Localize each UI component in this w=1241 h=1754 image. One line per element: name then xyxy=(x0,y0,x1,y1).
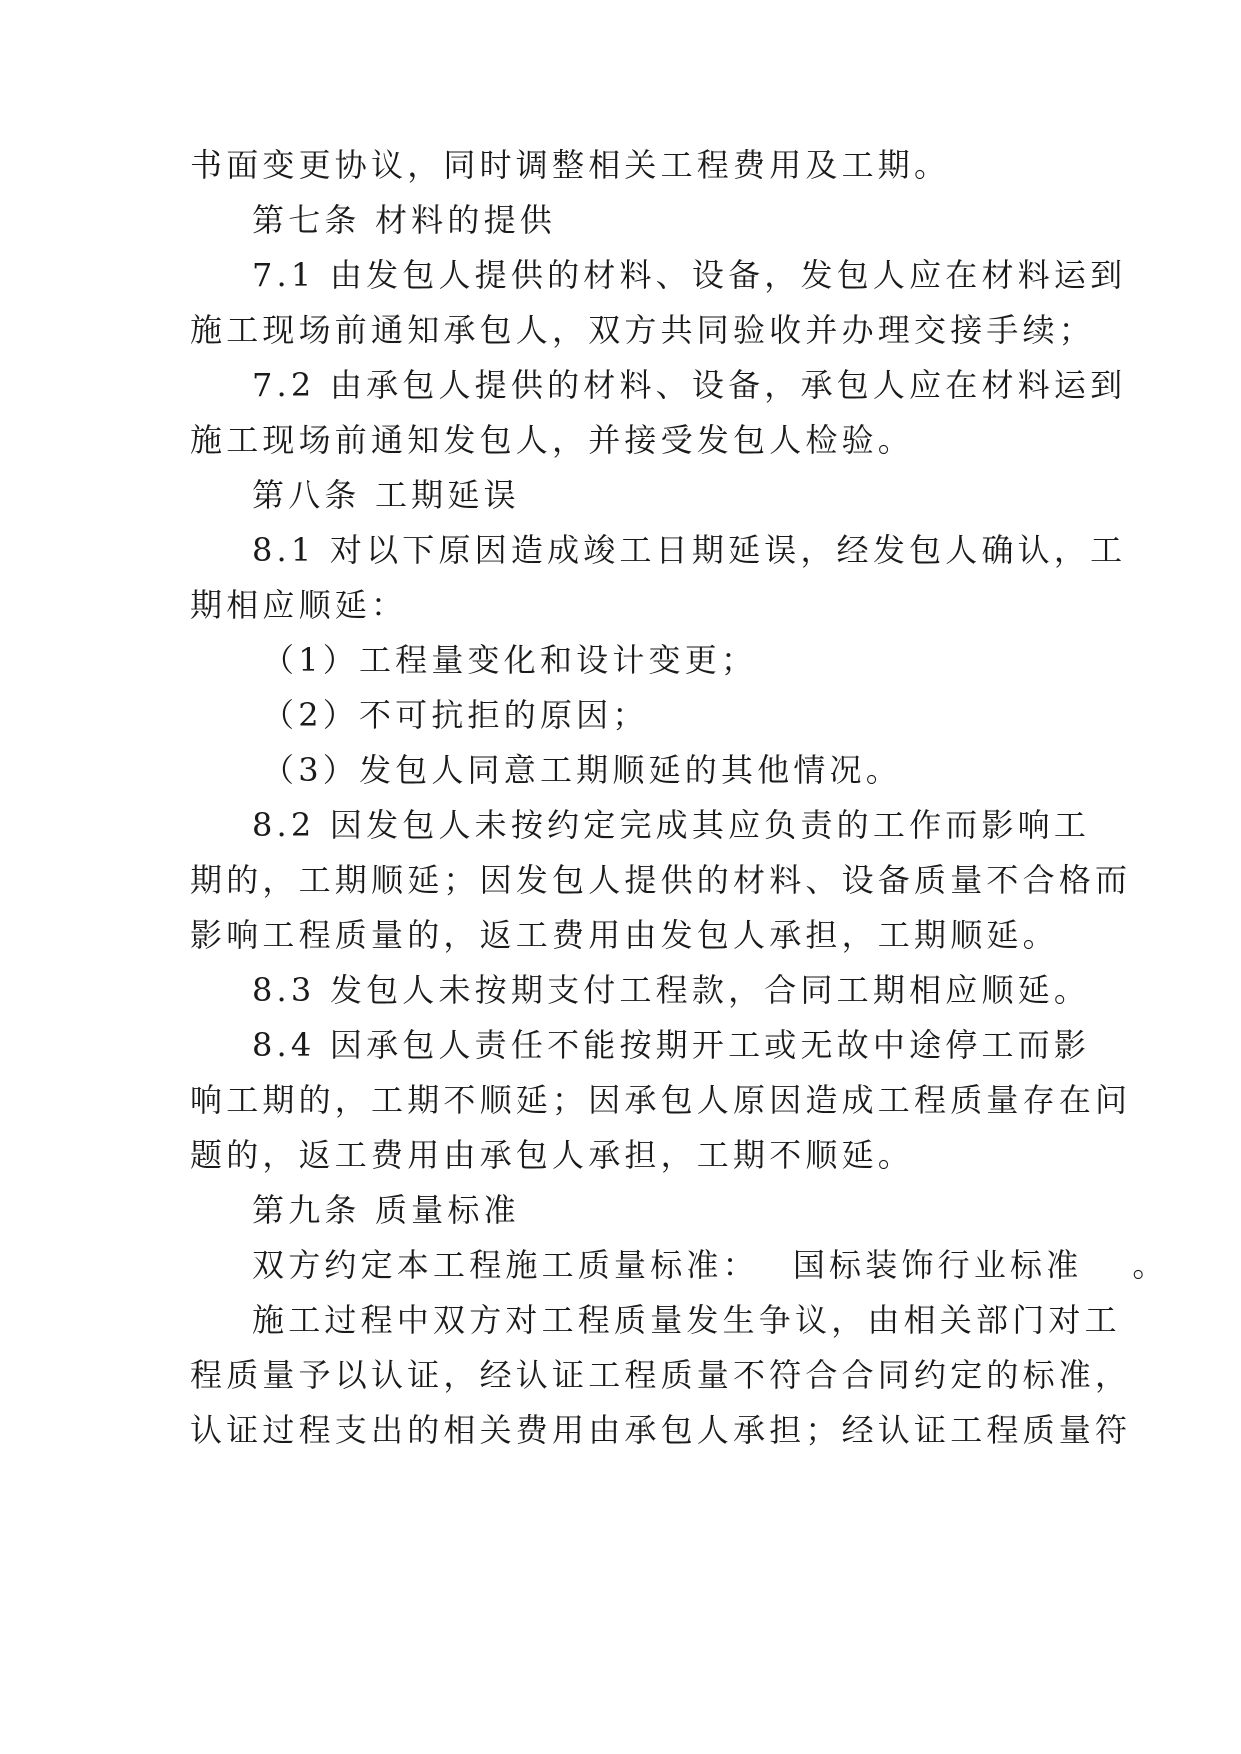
paragraph-line: 影响工程质量的，返工费用由发包人承担，工期顺延。 xyxy=(190,916,1059,954)
clause-line: 8.1 对以下原因造成竣工日期延误，经发包人确认，工 xyxy=(252,531,1127,569)
paragraph-line: 期的，工期顺延；因发包人提供的材料、设备质量不合格而 xyxy=(190,861,1132,899)
article-heading: 第九条 质量标准 xyxy=(252,1191,520,1229)
quality-standard-line xyxy=(252,1236,1169,1294)
clause-line: 8.2 因发包人未按约定完成其应负责的工作而影响工 xyxy=(252,806,1091,844)
paragraph-line: 认证过程支出的相关费用由承包人承担；经认证工程质量符 xyxy=(190,1411,1132,1449)
clause-line: 8.3 发包人未按期支付工程款，合同工期相应顺延。 xyxy=(252,971,1091,1009)
paragraph-line: 施工现场前通知承包人，双方共同验收并办理交接手续； xyxy=(190,311,1096,349)
clause-line: 7.2 由承包人提供的材料、设备，承包人应在材料运到 xyxy=(252,366,1127,404)
clause-line: 7.1 由发包人提供的材料、设备，发包人应在材料运到 xyxy=(252,256,1127,294)
article-heading: 第七条 材料的提供 xyxy=(252,201,556,239)
paragraph-line: 施工过程中双方对工程质量发生争议，由相关部门对工 xyxy=(252,1301,1121,1339)
paragraph-line: 题的，返工费用由承包人承担，工期不顺延。 xyxy=(190,1136,915,1174)
article-heading: 第八条 工期延误 xyxy=(252,476,520,514)
paragraph-line: 期相应顺延： xyxy=(190,586,408,624)
quality-standard-prefix: 双方约定本工程施工质量标准： xyxy=(252,1246,759,1284)
clause-line: 8.4 因承包人责任不能按期开工或无故中途停工而影 xyxy=(252,1026,1091,1064)
list-item: （1）工程量变化和设计变更； xyxy=(262,641,758,679)
paragraph-line: 施工现场前通知发包人，并接受发包人检验。 xyxy=(190,421,915,459)
paragraph-line: 书面变更协议，同时调整相关工程费用及工期。 xyxy=(190,146,951,184)
list-item: （2）不可抗拒的原因； xyxy=(262,696,649,734)
quality-standard-value: 国标装饰行业标准 xyxy=(792,1246,1083,1284)
quality-standard-suffix: 。 xyxy=(1132,1246,1169,1284)
paragraph-line: 响工期的，工期不顺延；因承包人原因造成工程质量存在问 xyxy=(190,1081,1132,1119)
paragraph-line: 程质量予以认证，经认证工程质量不符合合同约定的标准， xyxy=(190,1356,1132,1394)
list-item: （3）发包人同意工期顺延的其他情况。 xyxy=(262,751,902,789)
